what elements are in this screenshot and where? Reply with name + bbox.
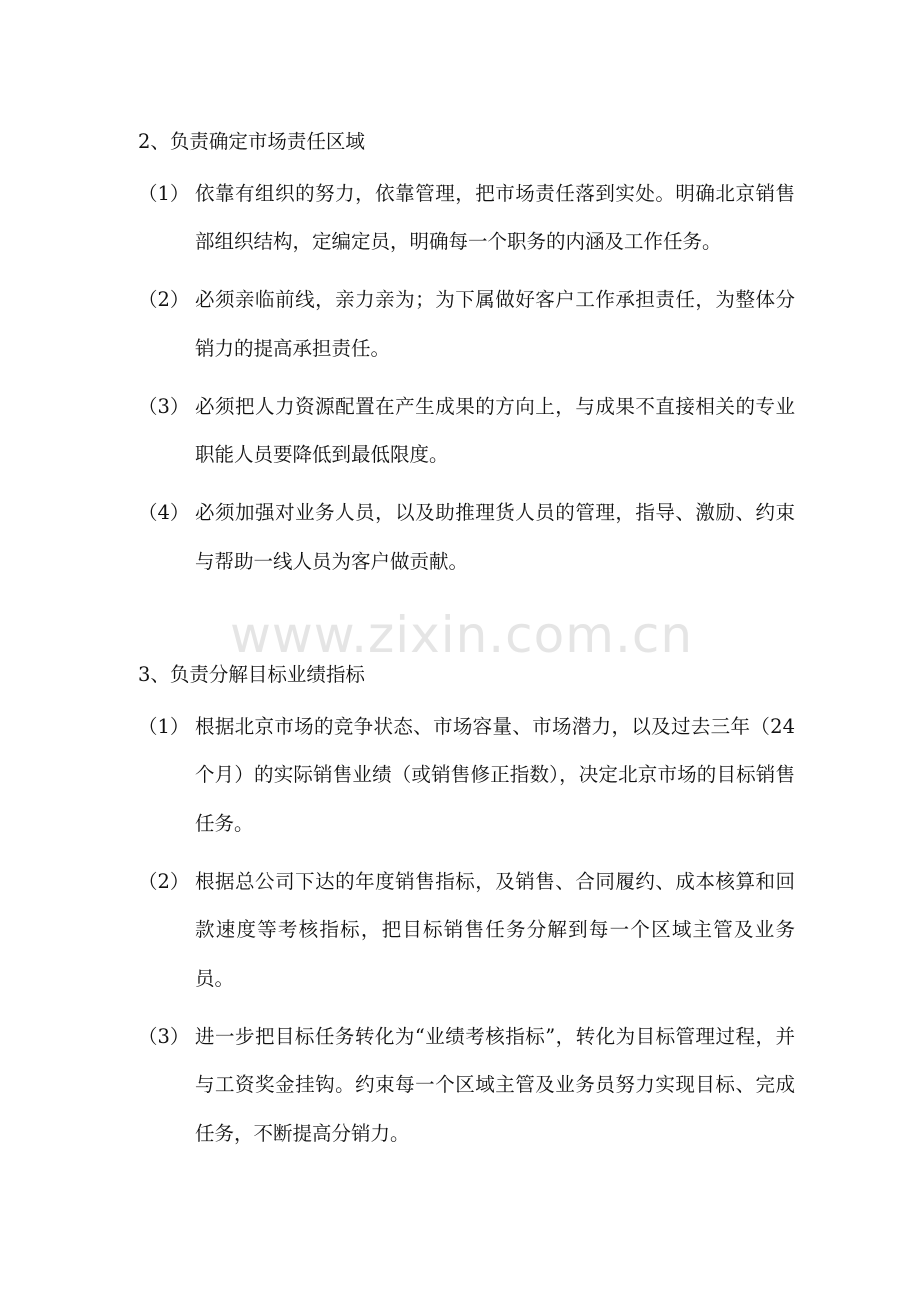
section-heading: 2、负责确定市场责任区域 [138, 130, 365, 153]
item-text: 必须加强对业务人员，以及助推理货人员的管理，指导、激励、约束与帮助一线人员为客户做贡献。 [195, 501, 795, 573]
item-text: 根据北京市场的竞争状态、市场容量、市场潜力，以及过去三年（24个月）的实际销售业绩（或销售修正指数），决定北京市场的目标销售任务。 [195, 714, 795, 835]
item-number: （3） [138, 394, 190, 418]
item-text: 进一步把目标任务转化为“业绩考核指标”，转化为目标管理过程，并与工资奖金挂钩。约束每一个区域主管及业务员努力实现目标、完成任务，不断提高分销力。 [195, 1024, 795, 1145]
item-number: （4） [138, 501, 190, 524]
item-number: （2） [138, 288, 190, 311]
list-item [138, 383, 798, 480]
item-text: 根据总公司下达的年度销售指标，及销售、合同履约、成本核算和回款速度等考核指标，把目标销售任务分解到每一个区域主管及业务员。 [195, 869, 795, 990]
item-text: 必须把人力资源配置在产生成果的方向上，与成果不直接相关的专业职能人员要降低到最低限度。 [195, 394, 795, 466]
list-item [138, 858, 798, 1004]
list-item [138, 489, 798, 586]
item-number: （2） [138, 869, 190, 893]
item-text: 必须亲临前线，亲力亲为；为下属做好客户工作承担责任，为整体分销力的提高承担责任。 [195, 288, 795, 360]
item-text: 依靠有组织的努力，依靠管理，把市场责任落到实处。明确北京销售部组织结构，定编定员，明确每一个职务的内涵及工作任务。 [195, 181, 795, 253]
item-number: （3） [138, 1024, 190, 1048]
list-item [138, 170, 798, 267]
section-target-breakdown [138, 657, 798, 1158]
section-market-responsibility [138, 124, 798, 586]
watermark: www.zixin.com.cn [230, 606, 694, 664]
list-item [138, 1013, 798, 1159]
list-item [138, 276, 798, 373]
section-heading: 3、负责分解目标业绩指标 [138, 663, 365, 686]
item-number: （1） [138, 714, 190, 738]
list-item [138, 703, 798, 849]
item-number: （1） [138, 181, 190, 205]
